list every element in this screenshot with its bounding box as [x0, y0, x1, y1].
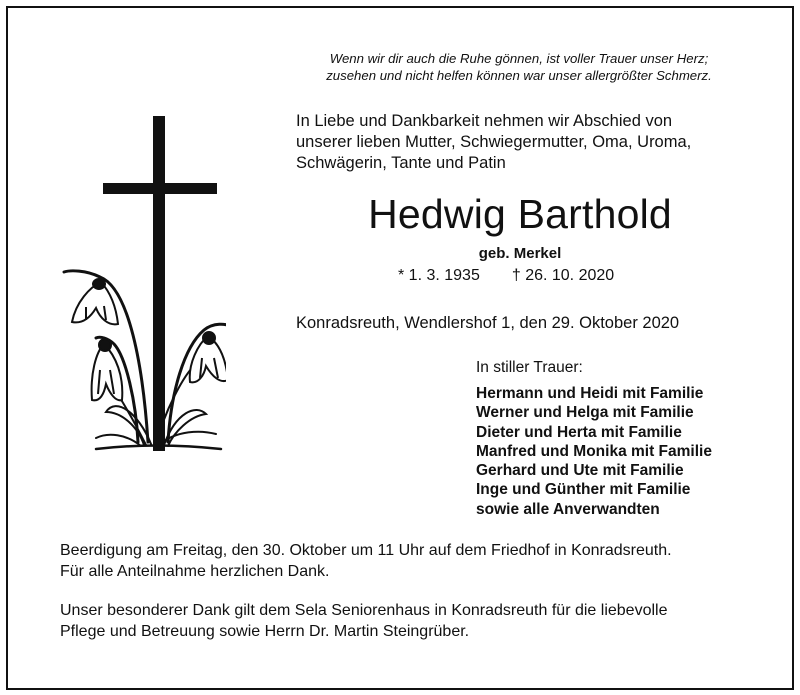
thanks-notice — [60, 600, 667, 642]
mourner-entry: Manfred und Monika mit Familie — [476, 442, 712, 460]
motto-line: Wenn wir dir auch die Ruhe gönnen, ist voller Trauer unser Herz; — [329, 51, 709, 66]
deceased-name: Hedwig Barthold — [368, 191, 672, 237]
funeral-line: Für alle Anteilnahme herzlichen Dank. — [60, 563, 330, 580]
funeral-line: Beerdigung am Freitag, den 30. Oktober um 11 Uhr auf dem Friedhof in Konradsreuth. — [60, 542, 672, 559]
cross-with-snowdrops-icon — [56, 112, 226, 457]
intro-line: unserer lieben Mutter, Schwiegermutter, Oma, Uroma, — [296, 133, 692, 151]
mourner-entry: Inge und Günther mit Familie — [476, 481, 691, 499]
intro-text — [296, 111, 691, 174]
life-dates — [398, 265, 614, 287]
intro-line: Schwägerin, Tante und Patin — [296, 154, 506, 172]
thanks-line: Unser besonderer Dank gilt dem Sela Seniorenhaus in Konradsreuth für die liebevolle — [60, 602, 668, 619]
mourner-entry: Werner und Helga mit Familie — [476, 404, 694, 422]
mourner-entry: sowie alle Anverwandten — [476, 500, 660, 518]
motto-line: zusehen und nicht helfen können war unser allergrößter Schmerz. — [326, 68, 712, 83]
maiden-name: geb. Merkel — [478, 245, 562, 262]
motto-verse — [294, 50, 744, 84]
mourners-list — [476, 384, 712, 519]
funeral-notice — [60, 540, 672, 582]
birth-date: * 1. 3. 1935 — [398, 267, 480, 284]
mourner-entry: Gerhard und Ute mit Familie — [476, 462, 684, 480]
mourning-label: In stiller Trauer: — [476, 359, 583, 376]
place-and-date: Konradsreuth, Wendlershof 1, den 29. Oktober 2020 — [296, 314, 680, 332]
mourner-entry: Dieter und Herta mit Familie — [476, 423, 682, 441]
mourner-entry: Hermann und Heidi mit Familie — [476, 385, 704, 402]
intro-line: In Liebe und Dankbarkeit nehmen wir Abschied von — [296, 112, 673, 130]
thanks-line: Pflege und Betreuung sowie Herrn Dr. Martin Steingrüber. — [60, 623, 470, 640]
death-date: † 26. 10. 2020 — [511, 267, 615, 284]
